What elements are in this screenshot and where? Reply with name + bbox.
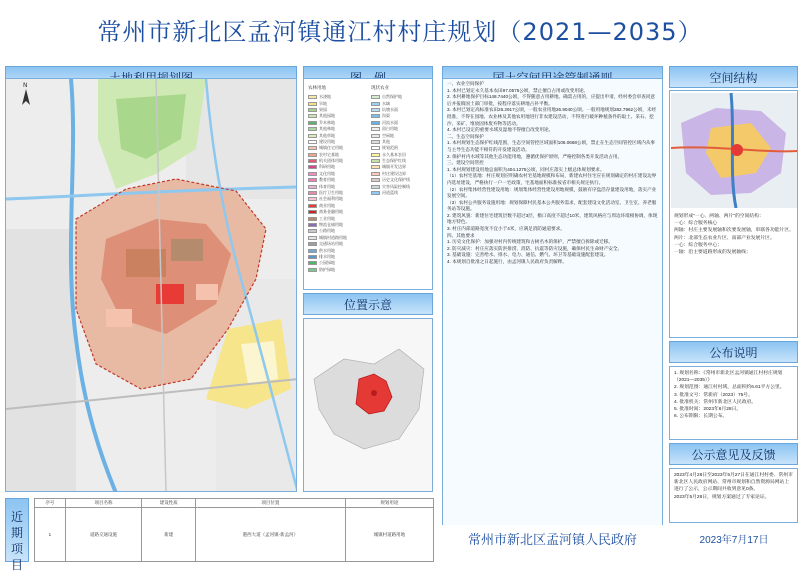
rule-paragraph: 二、生态空间保护 xyxy=(447,133,484,139)
project-row xyxy=(35,508,434,562)
notice-header: 公布说明 xyxy=(669,341,798,363)
title-bar xyxy=(0,0,800,64)
legend-swatch xyxy=(308,191,317,195)
legend-swatch xyxy=(371,165,380,169)
project-cell: 道路交通设施 xyxy=(65,508,142,562)
legend-swatch xyxy=(308,159,317,163)
legend-label: 村庄建设边界 xyxy=(382,170,406,176)
legend-column-2-head: 现状农业 xyxy=(371,85,389,90)
legend-label: 果园 xyxy=(319,106,327,112)
legend-label: 商务金融用地 xyxy=(319,209,343,215)
legend-swatch xyxy=(308,95,317,99)
footer-date: 2023年7月17日 xyxy=(699,535,769,546)
legend-label: 水域 xyxy=(382,100,390,106)
legend-swatch xyxy=(308,268,317,272)
legend-swatch xyxy=(308,165,317,169)
notice-item: 4. 批准机关：常州市新北区人民政府。 xyxy=(674,399,757,405)
legend-label: 防护绿地 xyxy=(319,266,335,272)
legend-label: 工业用地 xyxy=(319,215,335,221)
feedback-panel xyxy=(669,468,798,523)
project-cell: 城镇村道路用地 xyxy=(345,508,433,562)
legend-label: 交通场站用地 xyxy=(319,241,343,247)
recent-projects-label: 近期项目 xyxy=(5,498,29,562)
legend-swatch xyxy=(371,114,380,118)
legend-swatch xyxy=(308,172,317,176)
legend-label: 教育用地 xyxy=(319,177,335,183)
legend-swatch xyxy=(308,153,317,157)
project-column-header: 项目位置 xyxy=(196,499,346,508)
legend-label: 水浇地 xyxy=(319,94,331,100)
legend-label: 其他林地 xyxy=(319,126,335,132)
legend-label: 历史文化保护线 xyxy=(382,177,410,183)
structure-item: 一心：综合服务核心 xyxy=(674,221,718,227)
rule-paragraph: 1. 本村已划定永久基本农田97.0575公顷，禁止擅自占用或改变用途。 xyxy=(447,87,589,93)
legend-swatch xyxy=(371,191,380,195)
structure-title: 规划形成"一心、两轴、两片"的空间结构： xyxy=(674,214,764,219)
rule-paragraph: 2. 建筑风貌：新建住宅建筑层数不超过3层，檐口高度不超过10米，建筑风格应与周边环境相协调，体现地方特色。 xyxy=(447,212,658,225)
notice-panel xyxy=(669,366,798,440)
legend-swatch xyxy=(308,204,317,208)
legend-label: 体育用地 xyxy=(319,183,335,189)
page-title: 常州市新北区孟河镇通江村村庄规划（2021—2035） xyxy=(97,18,703,46)
legend-swatch xyxy=(371,185,380,189)
legend-label: 文化用地 xyxy=(319,170,335,176)
control-rules xyxy=(442,78,663,562)
structure-header: 空间结构 xyxy=(669,66,798,88)
legend-swatch xyxy=(371,172,380,176)
rule-paragraph: 3. 村庄内部道路宽度不宜小于4米，应满足消防通道要求。 xyxy=(447,226,565,232)
legend-swatch xyxy=(371,95,380,99)
rule-paragraph: 四、其他要求 xyxy=(447,232,475,238)
structure-item: 一轴：沿主要道路形成的发展轴线； xyxy=(674,250,751,256)
rule-paragraph: 2. 防灾减灾：村庄应落实防洪排涝、消防、抗震等防灾设施，确保村民生命财产安全。 xyxy=(447,245,623,251)
notice-item: 1. 规划名称：《常州市新北区孟河镇通江村村庄规划（2021—2035）》 xyxy=(674,371,783,384)
legend-swatch xyxy=(308,249,317,253)
project-column-header: 规划用途 xyxy=(345,499,433,508)
legend-label: 其他园地 xyxy=(319,113,335,119)
legend-swatch xyxy=(371,134,380,138)
rule-paragraph: 2. 保护村内水域等其他生态功能用地，遵循优保护原则，严格控制各类开发活动占用。 xyxy=(447,153,623,159)
project-cell: 港西大道（孟河镇-新孟河） xyxy=(196,508,346,562)
rule-paragraph: 4. 本村已设定的重要水域及湿地不得擅自改变用途。 xyxy=(447,127,554,133)
legend-swatch xyxy=(308,242,317,246)
footer xyxy=(442,525,798,562)
rule-paragraph: （2）农村集体经营性建设用地：规划集体经营性建设用地规模，鼓励有序盘活存量建设用地，落实产业发展空间。 xyxy=(447,186,657,199)
legend-label: 城镇住宅用地 xyxy=(319,145,343,151)
legend-label: 物流仓储用地 xyxy=(319,222,343,227)
legend-column-1-head: 农林用地 xyxy=(308,85,326,90)
legend-swatch xyxy=(371,178,380,182)
legend-column-2 xyxy=(371,85,433,196)
legend-label: 留白用地 xyxy=(382,126,398,132)
legend-swatch xyxy=(308,140,317,144)
feedback-item: 2023年5月28日，规划方案通过了专家论证。 xyxy=(674,494,770,500)
rule-paragraph: 3. 本村已划定高标准农田26.2917公顷，一般农业用地26.9040公顷。一般用地规划282.7962公顷，未经批准，不得在园地、农业林及其他农用地进行非农建设活动，不得进行破坏种植条件的取土、采石、挖沙、采矿、堆放固体废弃物等活动。 xyxy=(447,107,657,126)
legend-label: 河道蓝线 xyxy=(382,190,398,196)
legend-label: 商业用地 xyxy=(319,202,335,208)
structure-item: 两轴：村庄主要发展轴和次要发展轴，串联各功能片区。 xyxy=(674,228,794,234)
legend-swatch xyxy=(308,146,317,150)
rule-paragraph: 4. 本规划自批准之日起施行，由孟河镇人民政府负责解释。 xyxy=(447,259,567,265)
svg-text:N: N xyxy=(23,82,28,89)
legend-label: 排水用地 xyxy=(319,253,335,259)
structure-item: 两片：北部生态农业片区、南部产业发展片区。 xyxy=(674,235,775,241)
legend-item xyxy=(371,190,433,196)
legend-label: 旱地 xyxy=(319,100,327,106)
legend-label: 其他草地 xyxy=(319,132,335,138)
notice-item: 5. 批准时间：2023年6月28日。 xyxy=(674,407,742,413)
legend-swatch xyxy=(371,140,380,144)
legend-label: 社会福利用地 xyxy=(319,196,343,202)
legend-swatch xyxy=(308,223,317,227)
recent-projects-table xyxy=(34,498,434,562)
rule-paragraph: 1. 历史文化保护：加强对村内传统建筑和古树名木的保护，严禁擅自拆除或迁移。 xyxy=(447,239,613,245)
legend-label: 城镇开发边界 xyxy=(382,164,406,170)
legend-label: 生态保护红线 xyxy=(382,158,406,164)
legend-label: 公园绿地 xyxy=(319,260,335,266)
rule-paragraph: 1. 本村规划建设用地总面积为404.1275公顷，同村庄落实上级总体规划要求。 xyxy=(447,166,605,172)
legend-item xyxy=(308,267,370,273)
feedback-item: 2023年4月28日至2023年5月27日在通江村村委、常州市新北区人民政府网站、常州市规划和自然资源局网站上进行了公示，公示期间共收到意见0条。 xyxy=(674,473,793,493)
legend-column-1 xyxy=(308,85,370,273)
legend-swatch xyxy=(308,229,317,233)
legend-label: 坑塘水面 xyxy=(382,106,398,112)
legend-label: 灾害风险控制线 xyxy=(382,183,410,189)
legend-label: 规划范围 xyxy=(382,145,398,151)
structure-text xyxy=(674,213,795,256)
structure-map xyxy=(671,93,798,208)
legend-label: 科研用地 xyxy=(319,164,335,170)
location-map xyxy=(304,319,433,492)
project-column-header: 项目名称 xyxy=(65,499,142,508)
legend-swatch xyxy=(308,217,317,221)
legend-label: 其他 xyxy=(382,138,390,144)
legend-label: 自然保护地 xyxy=(382,94,402,100)
legend-swatch xyxy=(371,127,380,131)
legend-swatch xyxy=(371,108,380,112)
legend-swatch xyxy=(308,197,317,201)
legend-swatch xyxy=(371,121,380,125)
rule-paragraph: 一、农业空间保护 xyxy=(447,81,484,86)
legend-label: 河流水面 xyxy=(382,119,398,125)
rule-paragraph: 三、建设空间管控 xyxy=(447,160,484,166)
legend-label: 沟渠 xyxy=(382,113,390,119)
legend-swatch xyxy=(308,108,317,112)
legend-swatch xyxy=(308,178,317,182)
project-column-header: 序号 xyxy=(35,499,66,508)
legend-label: 永久基本农田 xyxy=(382,151,406,157)
legend-swatch xyxy=(308,255,317,259)
footer-org: 常州市新北区孟河镇人民政府 xyxy=(467,532,637,547)
legend-label: 建设用地 xyxy=(319,138,335,144)
project-column-header: 建设性质 xyxy=(142,499,196,508)
legend-label: 乔木林地 xyxy=(319,119,335,125)
project-cell: 新建 xyxy=(142,508,196,562)
structure-panel xyxy=(669,90,798,338)
location-panel xyxy=(303,318,433,492)
legend-swatch xyxy=(371,146,380,150)
legend-swatch xyxy=(371,102,380,106)
legend-label: 机关团体用地 xyxy=(319,158,343,164)
notice-item: 6. 公布期限：长期公布。 xyxy=(674,414,728,420)
legend-swatch xyxy=(308,121,317,125)
legend-label: 公路用地 xyxy=(319,228,335,234)
structure-item: 一心：综合服务中心； xyxy=(674,242,722,248)
land-use-map-drawing xyxy=(6,79,297,492)
legend-swatch xyxy=(308,134,317,138)
legend-swatch xyxy=(371,159,380,163)
legend-swatch xyxy=(308,210,317,214)
rule-paragraph: （1）农村宅基地：村庄规划应明确农村宅基地规模和布局，新建农村住宅应在规划确定的村庄建设边界内选址建设，严格执行一户一宅政策，宅基地面积标准按省市相关规定执行。 xyxy=(447,173,657,185)
feedback-header: 公示意见及反馈 xyxy=(669,443,798,465)
legend-swatch xyxy=(308,114,317,118)
legend-label: 医疗卫生用地 xyxy=(319,190,343,196)
legend-label: 农村宅基地 xyxy=(319,151,339,157)
legend-swatch xyxy=(308,236,317,240)
notice-item: 3. 批准文号：常新府（2023）75号。 xyxy=(674,392,753,398)
legend-swatch xyxy=(308,185,317,189)
legend-label: 城镇村道路用地 xyxy=(319,234,347,240)
legend-swatch xyxy=(308,261,317,265)
legend-swatch xyxy=(308,102,317,106)
rule-paragraph: （3）农村公共服务设施用地：规划保障村民基本公共服务需求，配套建设文化活动室、卫生室、养老服务站等设施。 xyxy=(447,199,657,212)
rule-paragraph: 1. 本村规划生态保护红线范围，生态空间管控区域面积106.0668公顷，禁止在生态空间管控区域内从事与主导生态功能不相符的开发建设活动。 xyxy=(447,140,656,152)
legend-label: 空闲地 xyxy=(382,132,394,138)
land-use-map xyxy=(5,78,297,492)
location-header: 位置示意 xyxy=(303,293,433,315)
project-cell: 1 xyxy=(35,508,66,562)
rule-paragraph: 2. 本村耕地保护目标148.7440公顷，不得随意占用耕地，确需占用的，应提出申请，经村委会审查同意后并报镇国土部门审批，按程序落实耕地占补平衡。 xyxy=(447,94,656,106)
legend-swatch xyxy=(308,127,317,131)
notice-item: 2. 规划范围：通江村村域，总面积约6.61平方公里。 xyxy=(674,385,785,391)
rule-paragraph: 3. 基础设施：完善给水、排水、电力、通信、燃气、环卫等基础设施配套建设。 xyxy=(447,252,609,258)
legend-swatch xyxy=(371,153,380,157)
legend-panel xyxy=(303,78,433,290)
legend-label: 供水用地 xyxy=(319,247,335,253)
